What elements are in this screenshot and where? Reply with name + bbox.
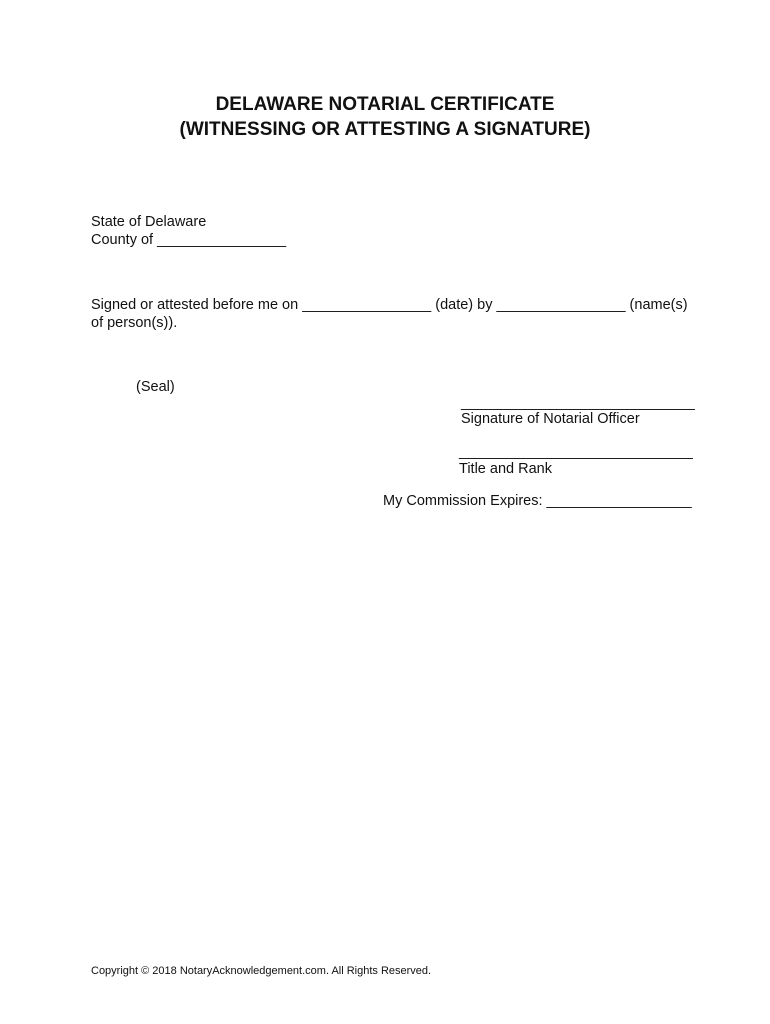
- title-rank-line: _____________________________: [459, 444, 693, 460]
- seal-label: (Seal): [136, 379, 175, 395]
- attestation-statement-line1: Signed or attested before me on ________________ (date) by ________________ (name(s): [91, 297, 688, 313]
- copyright-footer: Copyright © 2018 NotaryAcknowledgement.com. All Rights Reserved.: [91, 965, 432, 977]
- title-rank-label: Title and Rank: [459, 461, 552, 477]
- document-title-line1: DELAWARE NOTARIAL CERTIFICATE: [215, 94, 555, 115]
- document-title-line2: (WITNESSING OR ATTESTING A SIGNATURE): [179, 119, 591, 140]
- signature-label: Signature of Notarial Officer: [461, 411, 640, 427]
- venue-county: County of ________________: [91, 232, 287, 248]
- commission-expires: My Commission Expires: __________________: [383, 493, 692, 509]
- attestation-statement-line2: of person(s)).: [91, 315, 178, 331]
- venue-state: State of Delaware: [91, 214, 207, 230]
- signature-line: _____________________________: [461, 395, 695, 411]
